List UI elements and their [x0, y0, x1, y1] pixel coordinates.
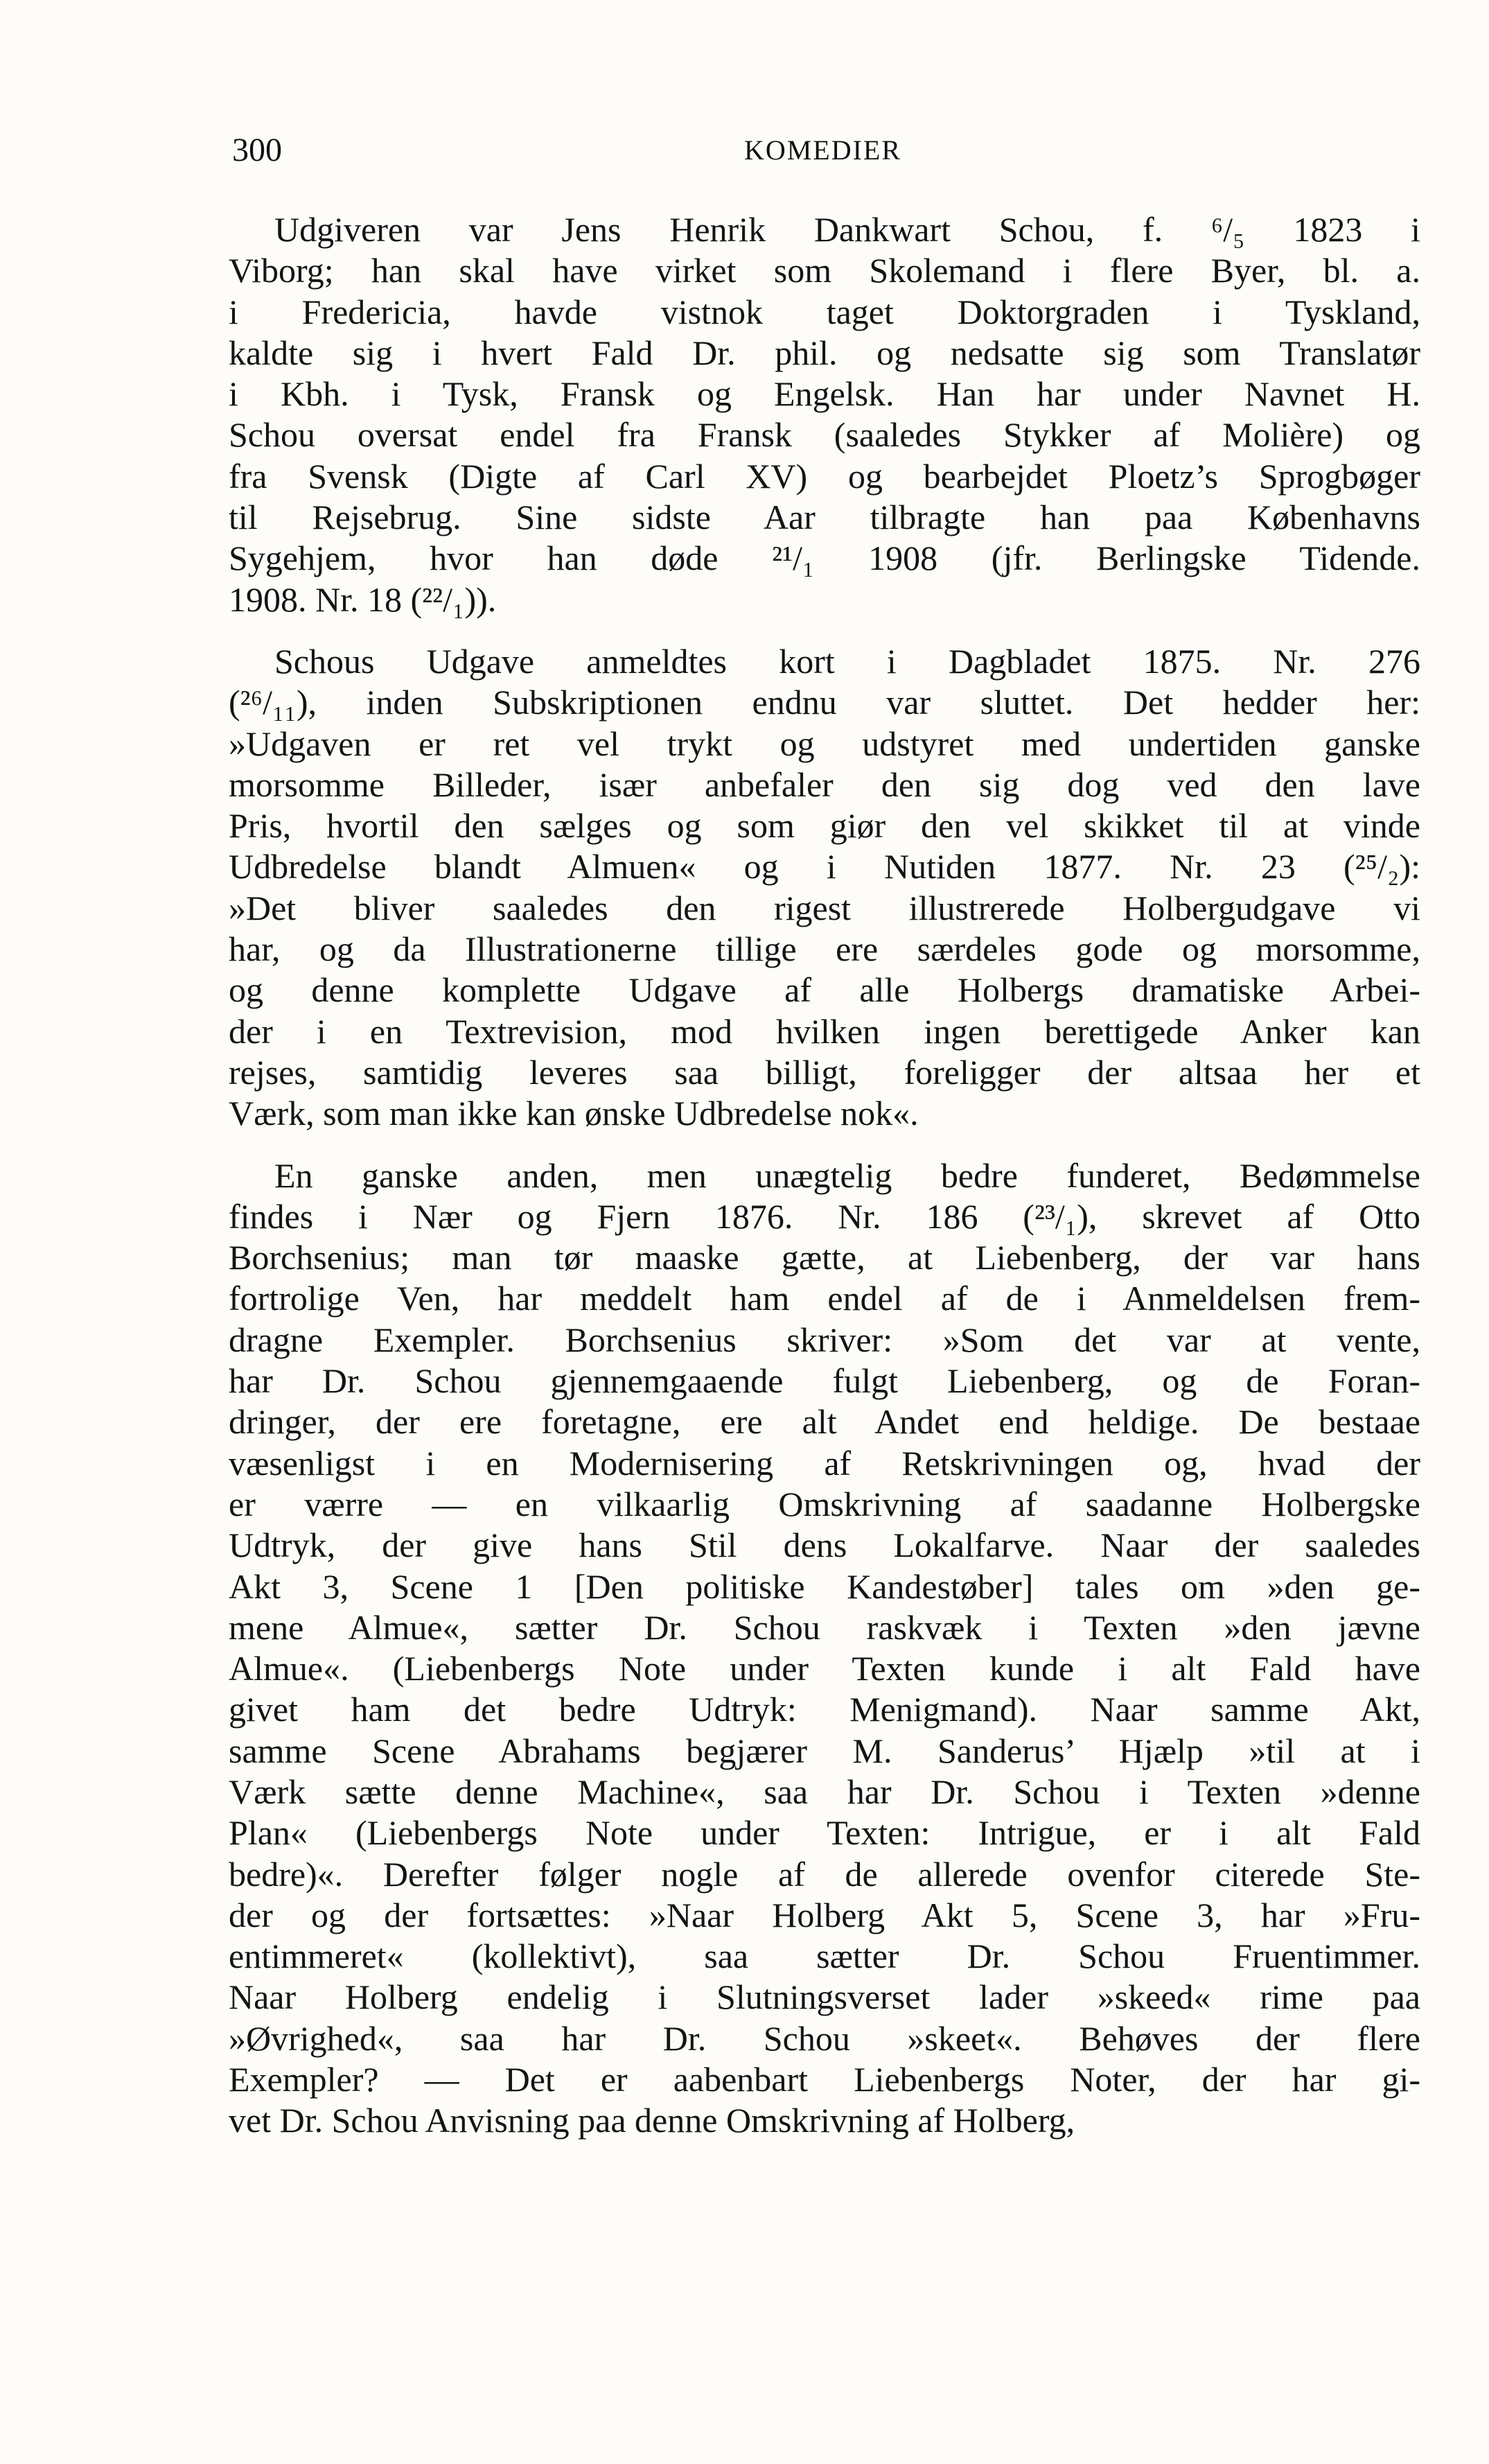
text-line: Schou oversat endel fra Fransk (saaledes Stykker af Molière) og: [229, 415, 1420, 455]
text-line: Exempler? — Det er aabenbart Liebenbergs Noter, der har gi-: [229, 2060, 1420, 2099]
text-line: »Udgaven er ret vel trykt og udstyret med undertiden ganske: [229, 724, 1420, 763]
text-line: der og der fortsættes: »Naar Holberg Akt 5, Scene 3, har »Fru-: [229, 1895, 1420, 1934]
text-line: Akt 3, Scene 1 [Den politiske Kandestøber] tales om »den ge-: [229, 1566, 1420, 1606]
text-line: Udgiveren var Jens Henrik Dankwart Schou, f. ⁶/₅ 1823 i: [274, 210, 1420, 249]
text-line: til Rejsebrug. Sine sidste Aar tilbragte han paa Københavns: [229, 498, 1420, 537]
paragraph: [229, 1155, 1420, 2142]
text-line: Naar Holberg endelig i Slutningsverset lader »skeed« rime paa: [229, 1977, 1420, 2017]
text-line: rejses, samtidig leveres saa billigt, foreligger der altsaa her et: [229, 1052, 1420, 1092]
text-line: givet ham det bedre Udtryk: Menigmand). Naar samme Akt,: [229, 1690, 1420, 1729]
text-line: Plan« (Liebenbergs Note under Texten: Intrigue, er i alt Fald: [229, 1813, 1420, 1853]
text-line: 1908. Nr. 18 (²²/₁)).: [229, 579, 497, 619]
text-line: i Fredericia, havde vistnok taget Doktorgraden i Tyskland,: [229, 292, 1420, 331]
text-line: i Kbh. i Tysk, Fransk og Engelsk. Han har under Navnet H.: [229, 374, 1420, 414]
running-head: KOMEDIER: [743, 134, 902, 166]
text-line: kaldte sig i hvert Fald Dr. phil. og nedsatte sig som Translatør: [229, 333, 1420, 372]
text-line: Schous Udgave anmeldtes kort i Dagbladet 1875. Nr. 276: [274, 641, 1420, 681]
text-line: Viborg; han skal have virket som Skolemand i flere Byer, bl. a.: [229, 251, 1420, 290]
text-line: Udbredelse blandt Almuen« og i Nutiden 1877. Nr. 23 (²⁵/₂):: [229, 847, 1420, 886]
text-line: Udtryk, der give hans Stil dens Lokalfarve. Naar der saaledes: [229, 1526, 1420, 1565]
text-line: »Det bliver saaledes den rigest illustrerede Holbergudgave vi: [229, 888, 1420, 927]
text-line: fra Svensk (Digte af Carl XV) og bearbejdet Ploetz’s Sprogbøger: [229, 456, 1420, 496]
text-line: dringer, der ere foretagne, ere alt Andet end heldige. De bestaae: [229, 1402, 1420, 1442]
text-line: har, og da Illustrationerne tillige ere særdeles gode og morsomme,: [229, 929, 1420, 969]
text-line: og denne komplette Udgave af alle Holbergs dramatiske Arbei-: [229, 970, 1420, 1010]
text-line: har Dr. Schou gjennemgaaende fulgt Liebenberg, og de Foran-: [229, 1361, 1420, 1401]
body-text: [229, 209, 1420, 2142]
text-line: er værre — en vilkaarlig Omskrivning af saadanne Holbergske: [229, 1484, 1420, 1523]
text-line: Værk sætte denne Machine«, saa har Dr. Schou i Texten »denne: [229, 1772, 1420, 1811]
text-line: dragne Exempler. Borchsenius skriver: »Som det var at vente,: [229, 1320, 1420, 1359]
paragraph: [229, 209, 1420, 620]
text-line: (²⁶/₁₁), inden Subskriptionen endnu var sluttet. Det hedder her:: [229, 683, 1420, 722]
text-line: En ganske anden, men unægtelig bedre funderet, Bedømmelse: [274, 1155, 1420, 1195]
text-line: Sygehjem, hvor han døde ²¹/₁ 1908 (jfr. Berlingske Tidende.: [229, 539, 1420, 578]
paragraph: [229, 641, 1420, 1135]
text-line: Værk, som man ikke kan ønske Udbredelse nok«.: [229, 1094, 919, 1133]
text-line: der i en Textrevision, mod hvilken ingen berettigede Anker kan: [229, 1011, 1420, 1051]
page-number: 300: [232, 132, 282, 168]
text-line: Almue«. (Liebenbergs Note under Texten kunde i alt Fald have: [229, 1649, 1420, 1688]
text-line: samme Scene Abrahams begjærer M. Sanderus’ Hjælp »til at i: [229, 1731, 1420, 1770]
text-line: »Øvrighed«, saa har Dr. Schou »skeet«. Behøves der flere: [229, 2018, 1420, 2058]
text-line: vet Dr. Schou Anvisning paa denne Omskrivning af Holberg,: [229, 2101, 1075, 2140]
text-line: Borchsenius; man tør maaske gætte, at Liebenberg, der var hans: [229, 1238, 1420, 1277]
text-line: entimmeret« (kollektivt), saa sætter Dr. Schou Fruentimmer.: [229, 1937, 1420, 1976]
text-line: morsomme Billeder, især anbefaler den sig dog ved den lave: [229, 764, 1420, 804]
text-line: Pris, hvortil den sælges og som giør den vel skikket til at vinde: [229, 806, 1420, 846]
text-line: bedre)«. Derefter følger nogle af de allerede ovenfor citerede Ste-: [229, 1854, 1420, 1894]
text-line: væsenligst i en Modernisering af Retskrivningen og, hvad der: [229, 1443, 1420, 1483]
page-header: [232, 126, 1413, 175]
text-line: fortrolige Ven, har meddelt ham endel af de i Anmeldelsen frem-: [229, 1279, 1420, 1318]
text-line: mene Almue«, sætter Dr. Schou raskvæk i Texten »den jævne: [229, 1607, 1420, 1647]
text-line: findes i Nær og Fjern 1876. Nr. 186 (²³/₁), skrevet af Otto: [229, 1196, 1420, 1236]
